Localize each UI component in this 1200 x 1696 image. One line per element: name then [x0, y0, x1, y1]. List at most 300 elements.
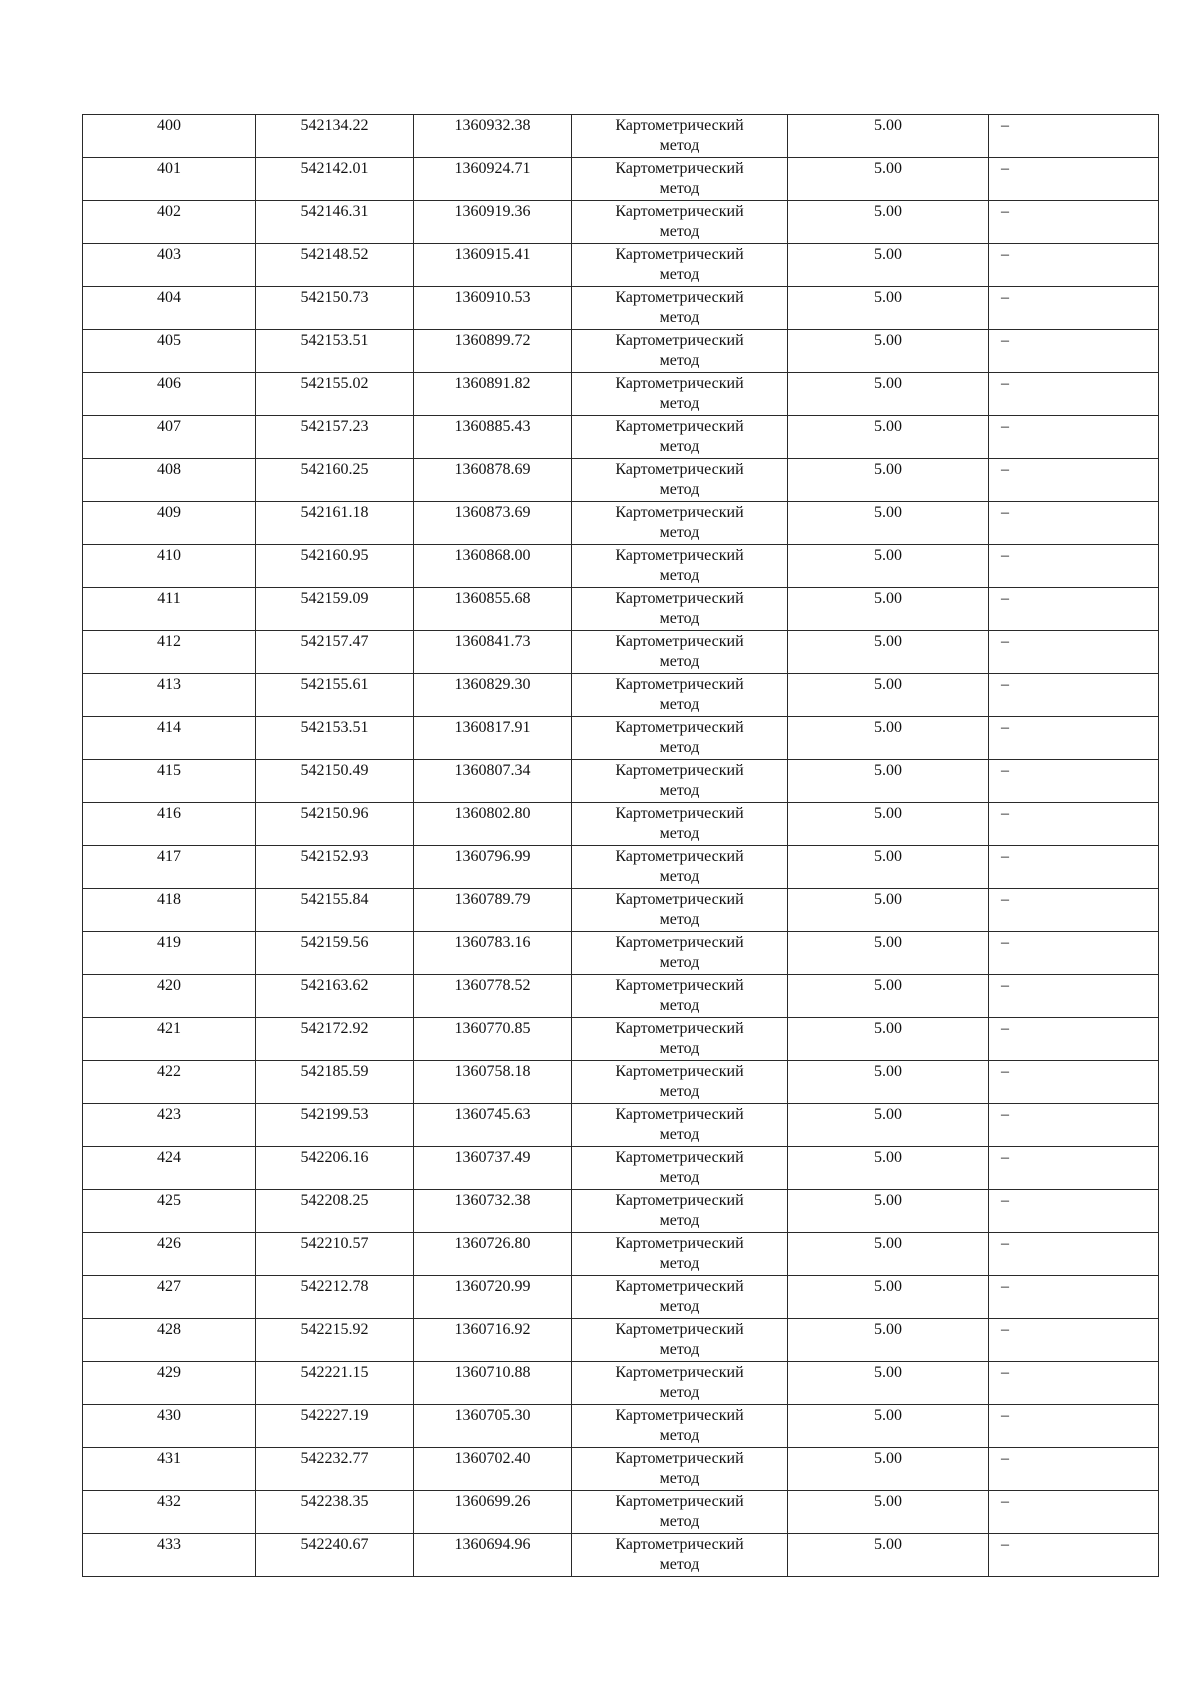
table-row — [83, 1276, 1159, 1319]
precision-cell: 5.00 — [788, 287, 989, 330]
method-line-2: метод — [659, 1427, 700, 1444]
note-cell: – — [989, 588, 1159, 631]
method-line-1: Картометрический — [615, 461, 744, 478]
method-cell — [572, 1362, 788, 1405]
note-cell: – — [989, 631, 1159, 674]
precision-cell: 5.00 — [788, 1448, 989, 1491]
precision-cell: 5.00 — [788, 373, 989, 416]
point-number-cell: 409 — [83, 502, 256, 545]
x-coordinate-cell: 542134.22 — [256, 115, 414, 158]
method-line-1: Картометрический — [615, 934, 744, 951]
table-row — [83, 459, 1159, 502]
x-coordinate-cell: 542185.59 — [256, 1061, 414, 1104]
y-coordinate-cell: 1360732.38 — [414, 1190, 572, 1233]
method-line-2: метод — [659, 1255, 700, 1272]
method-cell — [572, 459, 788, 502]
note-cell: – — [989, 1534, 1159, 1577]
y-coordinate-cell: 1360919.36 — [414, 201, 572, 244]
y-coordinate-cell: 1360720.99 — [414, 1276, 572, 1319]
method-cell — [572, 1061, 788, 1104]
x-coordinate-cell: 542215.92 — [256, 1319, 414, 1362]
x-coordinate-cell: 542159.09 — [256, 588, 414, 631]
method-cell — [572, 803, 788, 846]
method-line-1: Картометрический — [615, 676, 744, 693]
table-row — [83, 760, 1159, 803]
y-coordinate-cell: 1360726.80 — [414, 1233, 572, 1276]
y-coordinate-cell: 1360705.30 — [414, 1405, 572, 1448]
point-number-cell: 411 — [83, 588, 256, 631]
point-number-cell: 422 — [83, 1061, 256, 1104]
precision-cell: 5.00 — [788, 1147, 989, 1190]
note-cell: – — [989, 1448, 1159, 1491]
method-line-2: метод — [659, 352, 700, 369]
method-cell — [572, 588, 788, 631]
point-number-cell: 414 — [83, 717, 256, 760]
note-cell: – — [989, 1147, 1159, 1190]
precision-cell: 5.00 — [788, 330, 989, 373]
table-row — [83, 545, 1159, 588]
method-line-1: Картометрический — [615, 1149, 744, 1166]
method-line-2: метод — [659, 653, 700, 670]
table-row — [83, 1233, 1159, 1276]
method-line-1: Картометрический — [615, 1407, 744, 1424]
note-cell: – — [989, 1061, 1159, 1104]
x-coordinate-cell: 542161.18 — [256, 502, 414, 545]
method-line-1: Картометрический — [615, 977, 744, 994]
y-coordinate-cell: 1360758.18 — [414, 1061, 572, 1104]
method-cell — [572, 717, 788, 760]
y-coordinate-cell: 1360841.73 — [414, 631, 572, 674]
note-cell: – — [989, 459, 1159, 502]
point-number-cell: 426 — [83, 1233, 256, 1276]
x-coordinate-cell: 542159.56 — [256, 932, 414, 975]
method-line-2: метод — [659, 1341, 700, 1358]
method-cell — [572, 1534, 788, 1577]
y-coordinate-cell: 1360817.91 — [414, 717, 572, 760]
method-line-2: метод — [659, 481, 700, 498]
x-coordinate-cell: 542155.02 — [256, 373, 414, 416]
x-coordinate-cell: 542163.62 — [256, 975, 414, 1018]
point-number-cell: 433 — [83, 1534, 256, 1577]
precision-cell: 5.00 — [788, 975, 989, 1018]
method-line-1: Картометрический — [615, 117, 744, 134]
method-cell — [572, 631, 788, 674]
y-coordinate-cell: 1360778.52 — [414, 975, 572, 1018]
x-coordinate-cell: 542160.95 — [256, 545, 414, 588]
point-number-cell: 400 — [83, 115, 256, 158]
method-cell — [572, 115, 788, 158]
table-row — [83, 1448, 1159, 1491]
method-cell — [572, 932, 788, 975]
method-line-1: Картометрический — [615, 1321, 744, 1338]
precision-cell: 5.00 — [788, 846, 989, 889]
table-row — [83, 373, 1159, 416]
point-number-cell: 420 — [83, 975, 256, 1018]
method-cell — [572, 545, 788, 588]
method-line-2: метод — [659, 739, 700, 756]
method-line-1: Картометрический — [615, 1278, 744, 1295]
method-line-2: метод — [659, 1298, 700, 1315]
method-cell — [572, 1319, 788, 1362]
method-line-2: метод — [659, 825, 700, 842]
x-coordinate-cell: 542148.52 — [256, 244, 414, 287]
table-row — [83, 1405, 1159, 1448]
method-line-2: метод — [659, 137, 700, 154]
precision-cell: 5.00 — [788, 588, 989, 631]
method-cell — [572, 1147, 788, 1190]
x-coordinate-cell: 542208.25 — [256, 1190, 414, 1233]
method-line-1: Картометрический — [615, 1020, 744, 1037]
method-line-1: Картометрический — [615, 719, 744, 736]
precision-cell: 5.00 — [788, 1319, 989, 1362]
point-number-cell: 423 — [83, 1104, 256, 1147]
method-cell — [572, 158, 788, 201]
method-line-2: метод — [659, 911, 700, 928]
point-number-cell: 425 — [83, 1190, 256, 1233]
precision-cell: 5.00 — [788, 1405, 989, 1448]
note-cell: – — [989, 158, 1159, 201]
x-coordinate-cell: 542153.51 — [256, 717, 414, 760]
method-line-2: метод — [659, 696, 700, 713]
method-line-1: Картометрический — [615, 1364, 744, 1381]
table-row — [83, 201, 1159, 244]
method-line-1: Картометрический — [615, 1536, 744, 1553]
method-cell — [572, 330, 788, 373]
table-row — [83, 588, 1159, 631]
note-cell: – — [989, 1319, 1159, 1362]
method-cell — [572, 975, 788, 1018]
x-coordinate-cell: 542232.77 — [256, 1448, 414, 1491]
precision-cell: 5.00 — [788, 1104, 989, 1147]
y-coordinate-cell: 1360807.34 — [414, 760, 572, 803]
method-line-1: Картометрический — [615, 633, 744, 650]
precision-cell: 5.00 — [788, 115, 989, 158]
method-cell — [572, 373, 788, 416]
method-line-2: метод — [659, 1169, 700, 1186]
x-coordinate-cell: 542172.92 — [256, 1018, 414, 1061]
precision-cell: 5.00 — [788, 1534, 989, 1577]
point-number-cell: 419 — [83, 932, 256, 975]
note-cell: – — [989, 674, 1159, 717]
method-line-1: Картометрический — [615, 504, 744, 521]
method-line-1: Картометрический — [615, 418, 744, 435]
precision-cell: 5.00 — [788, 416, 989, 459]
note-cell: – — [989, 1405, 1159, 1448]
precision-cell: 5.00 — [788, 889, 989, 932]
y-coordinate-cell: 1360783.16 — [414, 932, 572, 975]
x-coordinate-cell: 542150.73 — [256, 287, 414, 330]
method-cell — [572, 760, 788, 803]
table-row — [83, 115, 1159, 158]
x-coordinate-cell: 542152.93 — [256, 846, 414, 889]
precision-cell: 5.00 — [788, 1276, 989, 1319]
table-row — [83, 1491, 1159, 1534]
method-line-2: метод — [659, 1513, 700, 1530]
point-number-cell: 401 — [83, 158, 256, 201]
method-line-1: Картометрический — [615, 590, 744, 607]
y-coordinate-cell: 1360699.26 — [414, 1491, 572, 1534]
point-number-cell: 430 — [83, 1405, 256, 1448]
method-line-1: Картометрический — [615, 1450, 744, 1467]
x-coordinate-cell: 542146.31 — [256, 201, 414, 244]
method-line-1: Картометрический — [615, 1063, 744, 1080]
point-number-cell: 408 — [83, 459, 256, 502]
point-number-cell: 427 — [83, 1276, 256, 1319]
y-coordinate-cell: 1360855.68 — [414, 588, 572, 631]
precision-cell: 5.00 — [788, 158, 989, 201]
note-cell: – — [989, 932, 1159, 975]
precision-cell: 5.00 — [788, 1018, 989, 1061]
note-cell: – — [989, 201, 1159, 244]
table-row — [83, 803, 1159, 846]
table-row — [83, 1319, 1159, 1362]
note-cell: – — [989, 1491, 1159, 1534]
y-coordinate-cell: 1360915.41 — [414, 244, 572, 287]
method-line-1: Картометрический — [615, 1235, 744, 1252]
method-line-2: метод — [659, 567, 700, 584]
x-coordinate-cell: 542221.15 — [256, 1362, 414, 1405]
precision-cell: 5.00 — [788, 545, 989, 588]
x-coordinate-cell: 542150.49 — [256, 760, 414, 803]
method-cell — [572, 1276, 788, 1319]
table-row — [83, 717, 1159, 760]
method-cell — [572, 846, 788, 889]
precision-cell: 5.00 — [788, 1190, 989, 1233]
method-line-2: метод — [659, 309, 700, 326]
method-line-1: Картометрический — [615, 1106, 744, 1123]
y-coordinate-cell: 1360770.85 — [414, 1018, 572, 1061]
method-line-2: метод — [659, 1384, 700, 1401]
x-coordinate-cell: 542160.25 — [256, 459, 414, 502]
note-cell: – — [989, 717, 1159, 760]
note-cell: – — [989, 1276, 1159, 1319]
table-row — [83, 975, 1159, 1018]
table-row — [83, 889, 1159, 932]
note-cell: – — [989, 115, 1159, 158]
y-coordinate-cell: 1360873.69 — [414, 502, 572, 545]
method-line-2: метод — [659, 1040, 700, 1057]
precision-cell: 5.00 — [788, 932, 989, 975]
point-number-cell: 418 — [83, 889, 256, 932]
table-row — [83, 158, 1159, 201]
table-row — [83, 287, 1159, 330]
precision-cell: 5.00 — [788, 760, 989, 803]
point-number-cell: 403 — [83, 244, 256, 287]
precision-cell: 5.00 — [788, 674, 989, 717]
method-line-1: Картометрический — [615, 375, 744, 392]
method-cell — [572, 674, 788, 717]
table-row — [83, 631, 1159, 674]
method-line-2: метод — [659, 395, 700, 412]
precision-cell: 5.00 — [788, 631, 989, 674]
method-line-1: Картометрический — [615, 1493, 744, 1510]
method-line-1: Картометрический — [615, 289, 744, 306]
y-coordinate-cell: 1360891.82 — [414, 373, 572, 416]
y-coordinate-cell: 1360924.71 — [414, 158, 572, 201]
method-cell — [572, 287, 788, 330]
method-cell — [572, 1448, 788, 1491]
x-coordinate-cell: 542157.23 — [256, 416, 414, 459]
method-line-2: метод — [659, 610, 700, 627]
method-line-2: метод — [659, 266, 700, 283]
x-coordinate-cell: 542227.19 — [256, 1405, 414, 1448]
point-number-cell: 407 — [83, 416, 256, 459]
x-coordinate-cell: 542155.61 — [256, 674, 414, 717]
y-coordinate-cell: 1360694.96 — [414, 1534, 572, 1577]
method-line-2: метод — [659, 1556, 700, 1573]
note-cell: – — [989, 373, 1159, 416]
y-coordinate-cell: 1360899.72 — [414, 330, 572, 373]
x-coordinate-cell: 542240.67 — [256, 1534, 414, 1577]
precision-cell: 5.00 — [788, 717, 989, 760]
y-coordinate-cell: 1360737.49 — [414, 1147, 572, 1190]
y-coordinate-cell: 1360796.99 — [414, 846, 572, 889]
method-cell — [572, 201, 788, 244]
x-coordinate-cell: 542142.01 — [256, 158, 414, 201]
precision-cell: 5.00 — [788, 1233, 989, 1276]
x-coordinate-cell: 542238.35 — [256, 1491, 414, 1534]
method-line-2: метод — [659, 223, 700, 240]
table-row — [83, 1018, 1159, 1061]
method-cell — [572, 889, 788, 932]
method-line-1: Картометрический — [615, 805, 744, 822]
table-row — [83, 1534, 1159, 1577]
point-number-cell: 432 — [83, 1491, 256, 1534]
method-line-2: метод — [659, 1212, 700, 1229]
y-coordinate-cell: 1360716.92 — [414, 1319, 572, 1362]
x-coordinate-cell: 542210.57 — [256, 1233, 414, 1276]
method-line-2: метод — [659, 782, 700, 799]
table-row — [83, 1061, 1159, 1104]
point-number-cell: 405 — [83, 330, 256, 373]
note-cell: – — [989, 1018, 1159, 1061]
y-coordinate-cell: 1360745.63 — [414, 1104, 572, 1147]
point-number-cell: 428 — [83, 1319, 256, 1362]
table-row — [83, 932, 1159, 975]
point-number-cell: 413 — [83, 674, 256, 717]
method-line-2: метод — [659, 954, 700, 971]
point-number-cell: 417 — [83, 846, 256, 889]
y-coordinate-cell: 1360878.69 — [414, 459, 572, 502]
method-line-1: Картометрический — [615, 848, 744, 865]
point-number-cell: 412 — [83, 631, 256, 674]
precision-cell: 5.00 — [788, 1061, 989, 1104]
note-cell: – — [989, 1190, 1159, 1233]
method-cell — [572, 1491, 788, 1534]
table-row — [83, 1362, 1159, 1405]
point-number-cell: 404 — [83, 287, 256, 330]
y-coordinate-cell: 1360885.43 — [414, 416, 572, 459]
y-coordinate-cell: 1360829.30 — [414, 674, 572, 717]
precision-cell: 5.00 — [788, 803, 989, 846]
point-number-cell: 402 — [83, 201, 256, 244]
point-number-cell: 429 — [83, 1362, 256, 1405]
table-row — [83, 502, 1159, 545]
note-cell: – — [989, 1362, 1159, 1405]
point-number-cell: 406 — [83, 373, 256, 416]
note-cell: – — [989, 502, 1159, 545]
note-cell: – — [989, 330, 1159, 373]
method-cell — [572, 502, 788, 545]
method-cell — [572, 1018, 788, 1061]
method-line-1: Картометрический — [615, 246, 744, 263]
method-line-1: Картометрический — [615, 891, 744, 908]
table-row — [83, 1147, 1159, 1190]
method-cell — [572, 1190, 788, 1233]
y-coordinate-cell: 1360802.80 — [414, 803, 572, 846]
table-row — [83, 674, 1159, 717]
precision-cell: 5.00 — [788, 1491, 989, 1534]
y-coordinate-cell: 1360702.40 — [414, 1448, 572, 1491]
point-number-cell: 431 — [83, 1448, 256, 1491]
coordinates-table — [82, 114, 1159, 1577]
x-coordinate-cell: 542212.78 — [256, 1276, 414, 1319]
method-line-1: Картометрический — [615, 160, 744, 177]
note-cell: – — [989, 1104, 1159, 1147]
table-body — [83, 115, 1159, 1577]
table-row — [83, 1104, 1159, 1147]
table-row — [83, 416, 1159, 459]
note-cell: – — [989, 416, 1159, 459]
method-line-1: Картометрический — [615, 332, 744, 349]
precision-cell: 5.00 — [788, 459, 989, 502]
y-coordinate-cell: 1360710.88 — [414, 1362, 572, 1405]
table-row — [83, 244, 1159, 287]
method-line-2: метод — [659, 997, 700, 1014]
x-coordinate-cell: 542157.47 — [256, 631, 414, 674]
method-line-2: метод — [659, 1470, 700, 1487]
table-row — [83, 846, 1159, 889]
y-coordinate-cell: 1360932.38 — [414, 115, 572, 158]
x-coordinate-cell: 542206.16 — [256, 1147, 414, 1190]
note-cell: – — [989, 975, 1159, 1018]
x-coordinate-cell: 542199.53 — [256, 1104, 414, 1147]
point-number-cell: 421 — [83, 1018, 256, 1061]
precision-cell: 5.00 — [788, 1362, 989, 1405]
y-coordinate-cell: 1360789.79 — [414, 889, 572, 932]
y-coordinate-cell: 1360910.53 — [414, 287, 572, 330]
note-cell: – — [989, 760, 1159, 803]
note-cell: – — [989, 545, 1159, 588]
note-cell: – — [989, 1233, 1159, 1276]
method-line-2: метод — [659, 1083, 700, 1100]
method-line-1: Картометрический — [615, 547, 744, 564]
table-row — [83, 1190, 1159, 1233]
method-cell — [572, 416, 788, 459]
method-cell — [572, 1233, 788, 1276]
method-line-2: метод — [659, 180, 700, 197]
method-cell — [572, 1104, 788, 1147]
point-number-cell: 416 — [83, 803, 256, 846]
precision-cell: 5.00 — [788, 201, 989, 244]
method-cell — [572, 244, 788, 287]
note-cell: – — [989, 244, 1159, 287]
method-line-2: метод — [659, 868, 700, 885]
note-cell: – — [989, 889, 1159, 932]
x-coordinate-cell: 542155.84 — [256, 889, 414, 932]
precision-cell: 5.00 — [788, 244, 989, 287]
table-row — [83, 330, 1159, 373]
point-number-cell: 415 — [83, 760, 256, 803]
point-number-cell: 424 — [83, 1147, 256, 1190]
x-coordinate-cell: 542153.51 — [256, 330, 414, 373]
point-number-cell: 410 — [83, 545, 256, 588]
method-line-1: Картометрический — [615, 203, 744, 220]
x-coordinate-cell: 542150.96 — [256, 803, 414, 846]
method-line-2: метод — [659, 1126, 700, 1143]
note-cell: – — [989, 803, 1159, 846]
method-line-1: Картометрический — [615, 1192, 744, 1209]
